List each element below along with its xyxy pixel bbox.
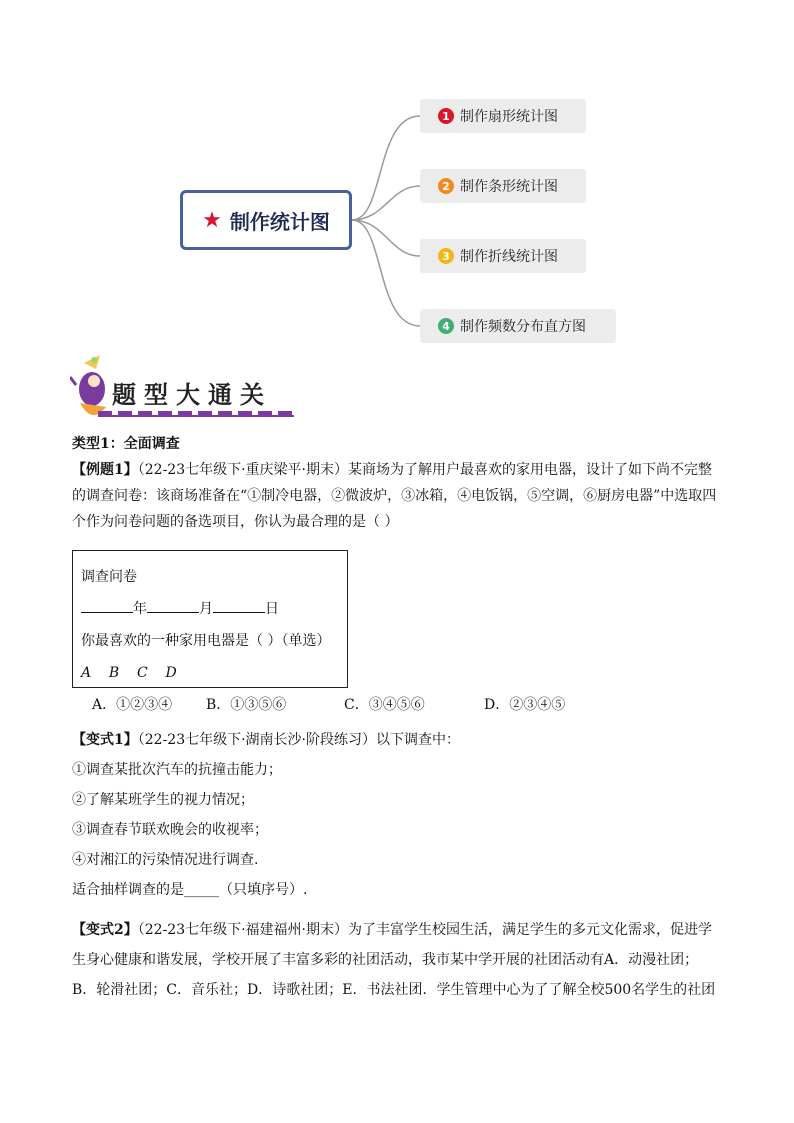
option-c: C．③④⑤⑥: [344, 697, 425, 713]
example-1-line-3: 个作为问卷问题的备选项目，你认为最合理的是（ ）: [72, 514, 399, 530]
variant-2-line-1: 【变式2】（22-23七年级下·福建福州·期末）为了丰富学生校园生活，满足学生的多元文化需求，促进学: [72, 922, 713, 938]
survey-title: 调查问卷: [81, 569, 137, 585]
branch-1: [420, 99, 586, 133]
survey-date-row: 年 月 日: [81, 593, 339, 625]
month-blank: [147, 598, 199, 613]
variant-1-intro: 【变式1】（22-23七年级下·湖南长沙·阶段练习）以下调查中：: [72, 732, 461, 748]
survey-choices: A B C D: [81, 665, 177, 681]
variant-1-item-2: ②了解某班学生的视力情况；: [72, 792, 254, 808]
type-heading: 类型1：全面调查: [72, 436, 180, 452]
option-a: A．①②③④: [92, 697, 173, 713]
section-banner: [70, 355, 300, 425]
branch-label-3: 制作折线统计图: [460, 249, 558, 265]
variant-1-item-1: ①调查某批次汽车的抗撞击能力；: [72, 762, 282, 778]
variant-2-tag: 【变式2】: [72, 922, 138, 938]
branch-2: [420, 169, 586, 203]
connector-3: [352, 220, 420, 256]
option-b: B．①③⑤⑥: [206, 697, 287, 713]
banner-underline: [98, 411, 294, 417]
variant-1-question: 适合抽样调查的是_____（只填序号）.: [72, 882, 308, 898]
branch-label-1: 制作扇形统计图: [460, 109, 558, 125]
banner-title: 题型大通关: [112, 380, 272, 409]
example-1: [72, 457, 722, 535]
number-badge-3: 3: [438, 248, 454, 264]
variant-2: [72, 915, 722, 1005]
variant-2-line-3: B．轮滑社团；C．音乐社；D．诗歌社团；E．书法社团．学生管理中心为了了解全校500名学生的社团: [72, 982, 716, 998]
variant-1-item-3: ③调查春节联欢晚会的收视率；: [72, 822, 268, 838]
variant-1-item-4: ④对湘江的污染情况进行调查.: [72, 852, 259, 868]
root-label: 制作统计图: [229, 209, 330, 234]
example-1-tag: 【例题1】: [72, 462, 138, 478]
example-1-line-2: 的调查问卷：该商场准备在“①制冷电器，②微波炉，③冰箱，④电饭锅，⑤空调，⑥厨房电器”中选取四: [72, 488, 717, 504]
branch-4: [420, 309, 616, 343]
branch-3: [420, 239, 586, 273]
variant-1-tag: 【变式1】: [72, 732, 138, 748]
year-blank: [81, 598, 133, 613]
survey-question: 你最喜欢的一种家用电器是（ ）（单选）: [81, 633, 331, 649]
variant-1: [72, 725, 722, 905]
number-badge-1: 1: [438, 108, 454, 124]
survey-box: [72, 550, 348, 688]
star-icon: ★: [202, 207, 222, 233]
variant-2-line-2: 生身心健康和谐发展，学校开展了丰富多彩的社团活动，我市某中学开展的社团活动有A．动漫社团；: [72, 952, 699, 968]
mind-map-connectors: [0, 0, 794, 350]
branch-label-2: 制作条形统计图: [460, 179, 558, 195]
mind-map: [0, 0, 794, 350]
option-d: D．②③④⑤: [484, 697, 566, 713]
day-blank: [213, 598, 265, 613]
number-badge-2: 2: [438, 178, 454, 194]
branch-label-4: 制作频数分布直方图: [460, 319, 586, 335]
number-badge-4: 4: [438, 318, 454, 334]
example-1-line-1: 【例题1】（22-23七年级下·重庆梁平·期末）某商场为了解用户最喜欢的家用电器，设计了如下尚不完整: [72, 462, 713, 478]
mind-map-root: [180, 190, 352, 250]
